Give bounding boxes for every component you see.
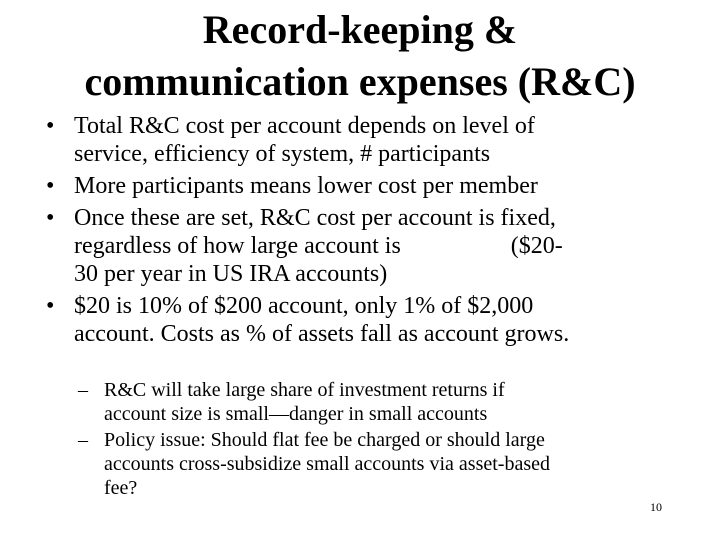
bullet-dot: • — [46, 113, 55, 139]
bullet-text-line: 30 per year in US IRA accounts) — [74, 261, 388, 287]
bullet-text-line: Once these are set, R&C cost per account is fixed, — [74, 205, 556, 231]
sub-bullet-text-line: account size is small—danger in small accounts — [104, 403, 488, 425]
slide-title — [0, 4, 720, 108]
sub-bullet-text-line: R&C will take large share of investment returns if — [104, 379, 505, 401]
bullet-dot: • — [46, 293, 55, 319]
title-line: communication expenses (R&C) — [84, 59, 636, 104]
bullet-text-line: Total R&C cost per account depends on level of — [74, 113, 535, 139]
page-number: 10 — [650, 500, 662, 514]
bullet-text-fragment: ($20- — [510, 233, 563, 259]
bullet-text-line: More participants means lower cost per member — [74, 173, 538, 199]
bullet-text-fragment: regardless of how large account is — [74, 233, 401, 259]
sub-bullet-text-line: fee? — [104, 477, 138, 499]
bullet-dot: • — [46, 173, 55, 199]
sub-bullet-dash: – — [78, 429, 88, 451]
bullet-item — [0, 204, 674, 288]
sub-bullet-text-line: Policy issue: Should flat fee be charged or should large — [104, 429, 545, 451]
bullet-item — [0, 112, 674, 168]
bullet-item — [0, 292, 674, 348]
bullet-list — [0, 112, 720, 352]
bullet-dot: • — [46, 205, 55, 231]
bullet-text-line — [74, 232, 674, 260]
sub-bullet-item — [0, 428, 720, 500]
bullet-text-line: account. Costs as % of assets fall as account grows. — [74, 321, 570, 347]
sub-bullet-text-line: accounts cross-subsidize small accounts via asset-based — [104, 453, 550, 475]
sub-bullet-dash: – — [78, 379, 88, 401]
bullet-item — [0, 172, 674, 200]
bullet-text-line: service, efficiency of system, # participants — [74, 141, 491, 167]
title-line: Record-keeping & — [202, 7, 518, 52]
sub-bullet-list — [0, 378, 720, 502]
sub-bullet-item — [0, 378, 720, 426]
bullet-text-line: $20 is 10% of $200 account, only 1% of $2,000 — [74, 293, 534, 319]
